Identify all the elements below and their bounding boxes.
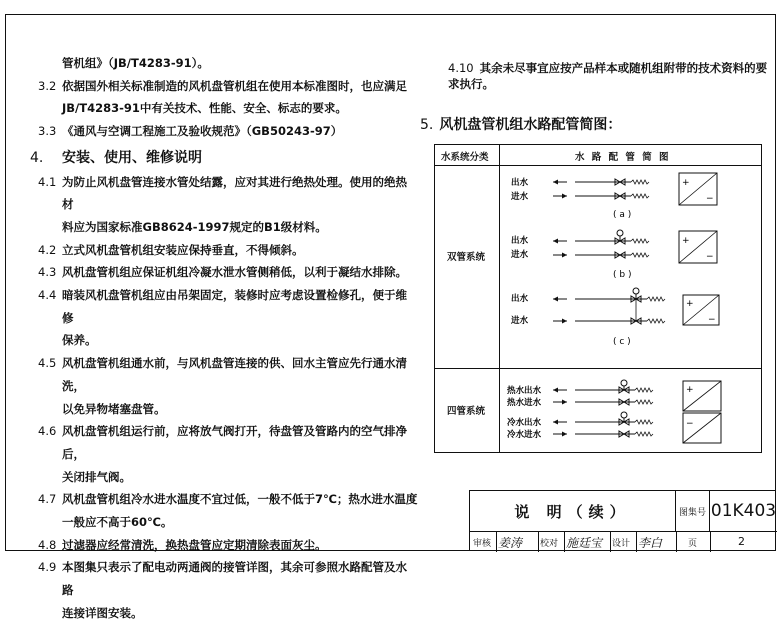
item-4-4 [38, 284, 418, 329]
atlas-number-label: 图集号 [676, 491, 710, 531]
review-label: 审核 [473, 539, 492, 549]
left-column [30, 52, 418, 625]
sketch-a-caption: ( a ) [613, 210, 632, 220]
check-label: 校对 [540, 539, 559, 549]
item-number: 4.4 [38, 288, 57, 303]
item-number: 3.3 [38, 124, 57, 139]
item-4-10 [448, 60, 778, 92]
item-3-2 [38, 75, 418, 98]
item-number: 4.7 [38, 492, 57, 507]
item-text: 风机盘管机组应保证机组冷凝水泄水管侧稍低，以利于凝结水排除。 [62, 265, 407, 280]
cold-inlet-label: 冷水进水 [507, 430, 542, 440]
item-number: 4.2 [38, 242, 57, 257]
section-5-number: 5. [420, 117, 434, 133]
review-signature: 姜涛 [498, 536, 523, 550]
sketch-b-outlet-label: 出水 [511, 236, 529, 246]
item-number: 4.3 [38, 265, 57, 280]
item-4-5 [38, 352, 418, 397]
item-4-3 [38, 261, 418, 284]
sketch-a [510, 173, 717, 220]
header-piping-sketch: 水 路 配 管 简 图 [575, 152, 671, 163]
sketch-b-plus: + [682, 236, 690, 246]
item-text: 一般应不高于60℃。 [62, 515, 173, 530]
sketch-a-plus: + [682, 178, 690, 188]
piping-sketches [435, 145, 763, 454]
atlas-number: 01K403 [710, 501, 777, 521]
item-number: 4.1 [38, 174, 57, 189]
hot-inlet-label: 热水进水 [507, 398, 542, 408]
item-4-7 [38, 488, 418, 511]
page-number: 2 [738, 535, 745, 548]
title-block [469, 490, 776, 551]
sketch-b-minus: − [706, 252, 714, 262]
item-text: 本图集只表示了配电动两通阀的接管详图，其余可参照水路配管及水路 [62, 560, 407, 598]
item-text: 暗装风机盘管机组应由吊架固定，装修时应考虑设置检修孔，便于维修 [62, 288, 407, 325]
sketch-c-outlet-label: 出水 [511, 294, 529, 304]
item-number: 4.8 [38, 537, 57, 552]
section-5-heading [420, 114, 621, 134]
sheet-title: 说 明（续） [470, 491, 676, 531]
item-text: JB/T4283-91中有关技术、性能、安全、标志的要求。 [62, 101, 347, 116]
item-4-1 [38, 171, 418, 216]
sketch-b-caption: ( b ) [613, 270, 632, 280]
sketch-four-pipe [507, 380, 721, 443]
sketch-c-inlet-label: 进水 [511, 316, 529, 326]
item-text: 以免异物堵塞盘管。 [62, 401, 166, 416]
item-number: 4.5 [38, 356, 57, 371]
item-4-10-text: 其余未尽事宜应按产品样本或随机组附带的技术资料的要求执行。 [448, 61, 768, 91]
section-4-title: 安装、使用、维修说明 [62, 149, 202, 166]
item-number: 3.2 [38, 78, 57, 93]
item-4-9 [38, 556, 418, 601]
page-label: 页 [688, 539, 698, 549]
item-4-8 [38, 534, 418, 557]
sketch-c [510, 288, 719, 347]
sketch-c-caption: ( c ) [613, 337, 631, 347]
piping-diagram-table [434, 144, 762, 453]
item-4-7-cont [38, 511, 418, 534]
continuation-line [38, 52, 418, 75]
four-pipe-system-label: 四管系统 [447, 406, 486, 417]
item-4-1-cont [38, 216, 418, 239]
design-label: 设计 [612, 539, 631, 549]
item-text: 立式风机盘管机组安装应保持垂直，不得倾斜。 [62, 242, 304, 257]
item-text: 连接详图安装。 [62, 605, 143, 620]
cold-outlet-label: 冷水出水 [507, 418, 542, 428]
item-text: 为防止风机盘管连接水管处结露，应对其进行绝热处理。使用的绝热材 [62, 174, 407, 212]
item-text: 《通风与空调工程施工及验收规范》（GB50243-97） [62, 124, 343, 139]
item-text: 风机盘管机组运行前，应将放气阀打开，待盘管及管路内的空气排净后， [62, 424, 407, 461]
item-3-3 [38, 120, 418, 143]
item-3-2-cont [38, 97, 418, 120]
item-text: 风机盘管机组通水前，与风机盘管连接的供、回水主管应先行通水清洗， [62, 356, 407, 393]
sketch-c-plus: + [686, 299, 694, 309]
check-signature: 施廷宝 [566, 536, 603, 550]
item-4-6-cont [38, 466, 418, 489]
hot-outlet-label: 热水出水 [507, 386, 542, 396]
item-4-4-cont [38, 329, 418, 352]
two-pipe-system-label: 双管系统 [447, 252, 486, 263]
item-text: 关闭排气阀。 [62, 469, 131, 484]
sketch-a-outlet-label: 出水 [511, 178, 529, 188]
item-text: 料应为国家标准GB8624-1997规定的B1级材料。 [62, 219, 327, 234]
sketch-c-minus: − [708, 315, 716, 325]
item-text: 过滤器应经常清洗，换热盘管应定期清除表面灰尘。 [62, 537, 327, 552]
item-number: 4.6 [38, 424, 57, 439]
item-4-6 [38, 420, 418, 465]
four-pipe-minus: − [686, 419, 694, 429]
section-4-number: 4. [30, 149, 44, 166]
item-4-2 [38, 239, 418, 262]
design-signature: 李白 [638, 536, 663, 550]
header-system-type: 水系统分类 [441, 152, 489, 163]
item-text: 保养。 [62, 333, 97, 348]
sketch-b [510, 230, 717, 280]
four-pipe-plus: + [686, 385, 694, 395]
item-4-9-cont [38, 602, 418, 625]
sketch-a-minus: − [706, 194, 714, 204]
item-number: 4.9 [38, 560, 57, 575]
signature-row [470, 531, 777, 552]
item-4-5-cont [38, 398, 418, 421]
sketch-b-inlet-label: 进水 [511, 250, 529, 260]
item-text: 依据国外相关标准制造的风机盘管机组在使用本标准图时，也应满足 [62, 78, 407, 93]
item-text: 风机盘管机组冷水进水温度不宜过低，一般不低于7℃；热水进水温度 [62, 492, 418, 507]
sketch-a-inlet-label: 进水 [511, 192, 529, 202]
section-4-heading [30, 147, 418, 170]
section-5-title: 风机盘管机组水路配管简图： [439, 117, 622, 133]
item-4-10-number: 4.10 [448, 61, 474, 75]
continuation-text: 管机组》（JB/T4283-91）。 [62, 56, 209, 70]
